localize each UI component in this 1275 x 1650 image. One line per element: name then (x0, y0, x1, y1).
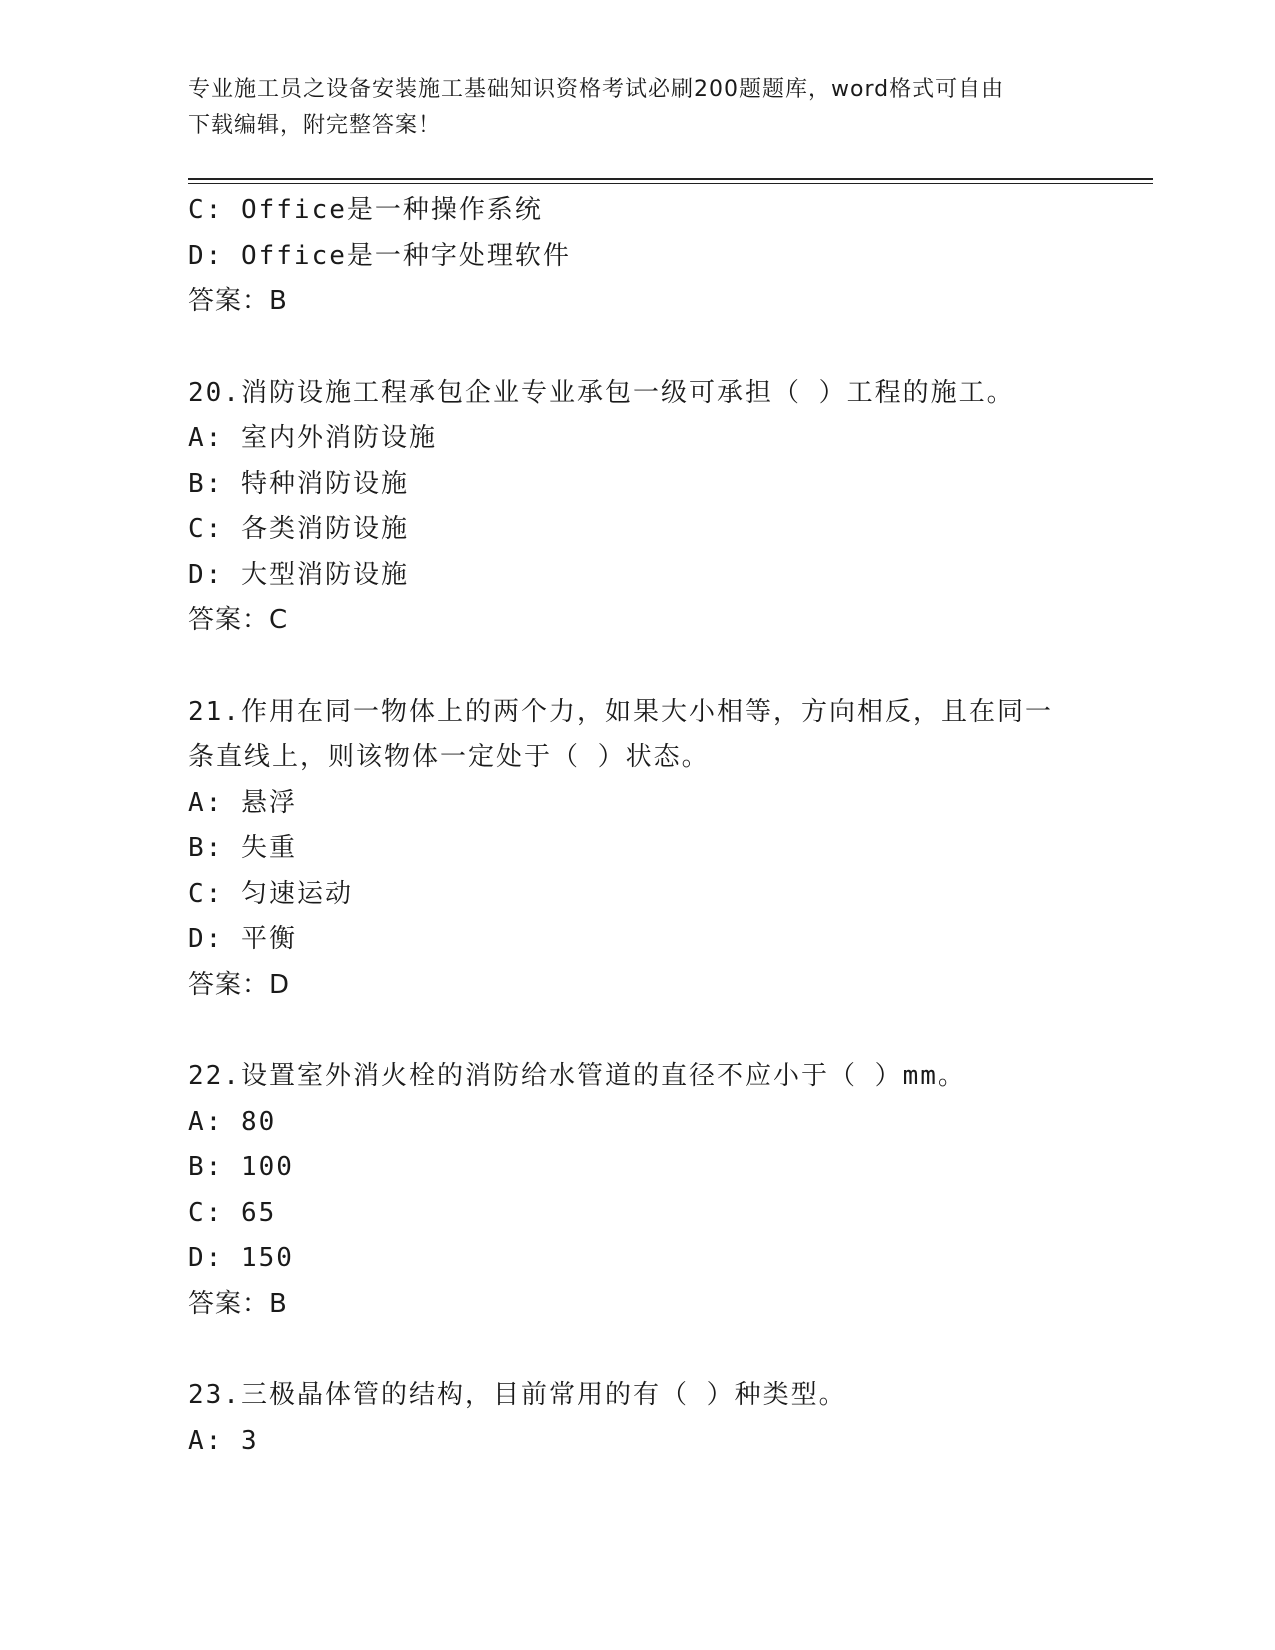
option-b: B: 100 (188, 1152, 294, 1182)
header-divider (188, 178, 1153, 184)
question-19-continued (188, 188, 1088, 325)
question-list (188, 188, 1088, 1464)
question-23 (188, 1373, 1088, 1464)
option-d: D: 150 (188, 1243, 294, 1273)
answer-line: 答案：B (188, 286, 288, 316)
option-c: C: 各类消防设施 (188, 514, 409, 544)
answer-line: 答案：C (188, 605, 289, 635)
answer-line: 答案：B (188, 1288, 288, 1319)
question-21 (188, 690, 1088, 1009)
header-line-2: 下载编辑，附完整答案！ (188, 113, 442, 138)
header-line-1: 专业施工员之设备安装施工基础知识资格考试必刷200题题库，word格式可自由 (188, 77, 1005, 102)
option-a: A: 3 (188, 1425, 259, 1456)
question-stem: 22.设置室外消火栓的消防给水管道的直径不应小于（ ）mm。 (188, 1061, 966, 1091)
option-c: C: Office是一种操作系统 (188, 195, 543, 225)
option-d: D: 大型消防设施 (188, 559, 409, 590)
option-c: C: 匀速运动 (188, 878, 353, 909)
question-stem-line-1: 21.作用在同一物体上的两个力，如果大小相等，方向相反，且在同一 (188, 696, 1053, 727)
question-stem-line-2: 条直线上，则该物体一定处于（ ）状态。 (188, 742, 710, 772)
answer-line: 答案：D (188, 969, 291, 1000)
option-d: D: 平衡 (188, 924, 297, 954)
question-stem: 23.三极晶体管的结构，目前常用的有（ ）种类型。 (188, 1380, 847, 1410)
option-a: A: 室内外消防设施 (188, 423, 437, 453)
question-22 (188, 1054, 1088, 1327)
option-b: B: 特种消防设施 (188, 468, 409, 499)
option-d: D: Office是一种字处理软件 (188, 240, 571, 271)
option-b: B: 失重 (188, 833, 297, 863)
document-header (188, 72, 1068, 144)
option-c: C: 65 (188, 1197, 277, 1228)
option-a: A: 80 (188, 1106, 277, 1137)
question-stem: 20.消防设施工程承包企业专业承包一级可承担（ ）工程的施工。 (188, 377, 1015, 408)
question-20 (188, 371, 1088, 644)
option-a: A: 悬浮 (188, 787, 297, 818)
